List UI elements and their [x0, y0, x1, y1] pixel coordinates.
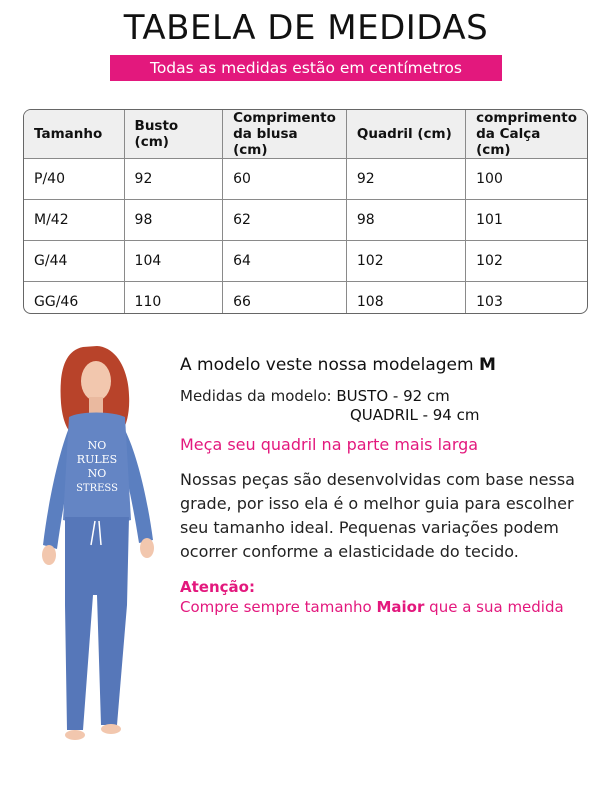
- cell-shirt-length: 62: [223, 200, 347, 241]
- cell-pants-length: 103: [466, 282, 587, 315]
- header-pants-length: comprimento da Calça (cm): [466, 110, 587, 159]
- table-row: [24, 200, 587, 241]
- cell-size: P/40: [24, 159, 124, 200]
- neck-shape: [89, 397, 103, 413]
- header-hip: Quadril (cm): [346, 110, 465, 159]
- model-info: [180, 355, 605, 616]
- units-banner: Todas as medidas estão em centímetros: [110, 55, 502, 81]
- description: Nossas peças são desenvolvidas com base nessa grade, por isso ela é o melhor guia para escolher seu tamanho ideal. Pequenas variações podem ocorrer conforme a elasticidade do tecido.: [180, 470, 575, 561]
- shirt-print-line-2: RULES: [76, 453, 118, 466]
- attention-title: Atenção:: [180, 578, 255, 596]
- cell-bust: 98: [124, 200, 223, 241]
- header-shirt-length: Comprimento da blusa (cm): [223, 110, 347, 159]
- cell-pants-length: 100: [466, 159, 587, 200]
- right-foot-shape: [101, 724, 121, 734]
- left-hand-shape: [42, 545, 56, 565]
- cell-hip: 108: [346, 282, 465, 315]
- cell-hip: 92: [346, 159, 465, 200]
- cell-pants-length: 101: [466, 200, 587, 241]
- cell-shirt-length: 64: [223, 241, 347, 282]
- table-row: [24, 282, 587, 315]
- model-measures: [180, 387, 605, 425]
- attention-suffix: que a sua medida: [429, 598, 564, 616]
- pants-shape: [65, 517, 129, 730]
- shirt-print-line-4: STRESS: [76, 483, 118, 494]
- cell-size: M/42: [24, 200, 124, 241]
- cell-shirt-length: 60: [223, 159, 347, 200]
- model-hip: QUADRIL - 94 cm: [350, 406, 480, 424]
- size-table-grid: [24, 110, 587, 314]
- cell-size: G/44: [24, 241, 124, 282]
- cell-bust: 110: [124, 282, 223, 315]
- attention-text: [180, 598, 605, 616]
- cell-hip: 102: [346, 241, 465, 282]
- table-row: [24, 241, 587, 282]
- cell-bust: 92: [124, 159, 223, 200]
- shirt-print-line-3: NO: [87, 467, 107, 480]
- header-bust: Busto (cm): [124, 110, 223, 159]
- page-title: TABELA DE MEDIDAS: [123, 8, 489, 48]
- face-shape: [81, 361, 111, 401]
- attention-prefix: Compre sempre tamanho: [180, 598, 372, 616]
- header-size: Tamanho: [24, 110, 124, 159]
- table-header-row: [24, 110, 587, 159]
- cell-hip: 98: [346, 200, 465, 241]
- cell-bust: 104: [124, 241, 223, 282]
- cell-pants-length: 102: [466, 241, 587, 282]
- hip-tip: Meça seu quadril na parte mais larga: [180, 435, 479, 454]
- size-table: [23, 109, 588, 314]
- model-photo: [35, 345, 165, 750]
- cell-shirt-length: 66: [223, 282, 347, 315]
- cell-size: GG/46: [24, 282, 124, 315]
- attention-bold: Maior: [376, 598, 425, 616]
- headline-text: A modelo veste nossa modelagem: [180, 355, 474, 375]
- shirt-print-line-1: NO: [87, 439, 107, 452]
- right-hand-shape: [140, 538, 154, 558]
- model-bust: BUSTO - 92 cm: [336, 387, 450, 405]
- measures-label: Medidas da modelo:: [180, 387, 332, 405]
- model-headline: [180, 355, 605, 375]
- model-size: M: [478, 355, 496, 375]
- left-foot-shape: [65, 730, 85, 740]
- table-row: [24, 159, 587, 200]
